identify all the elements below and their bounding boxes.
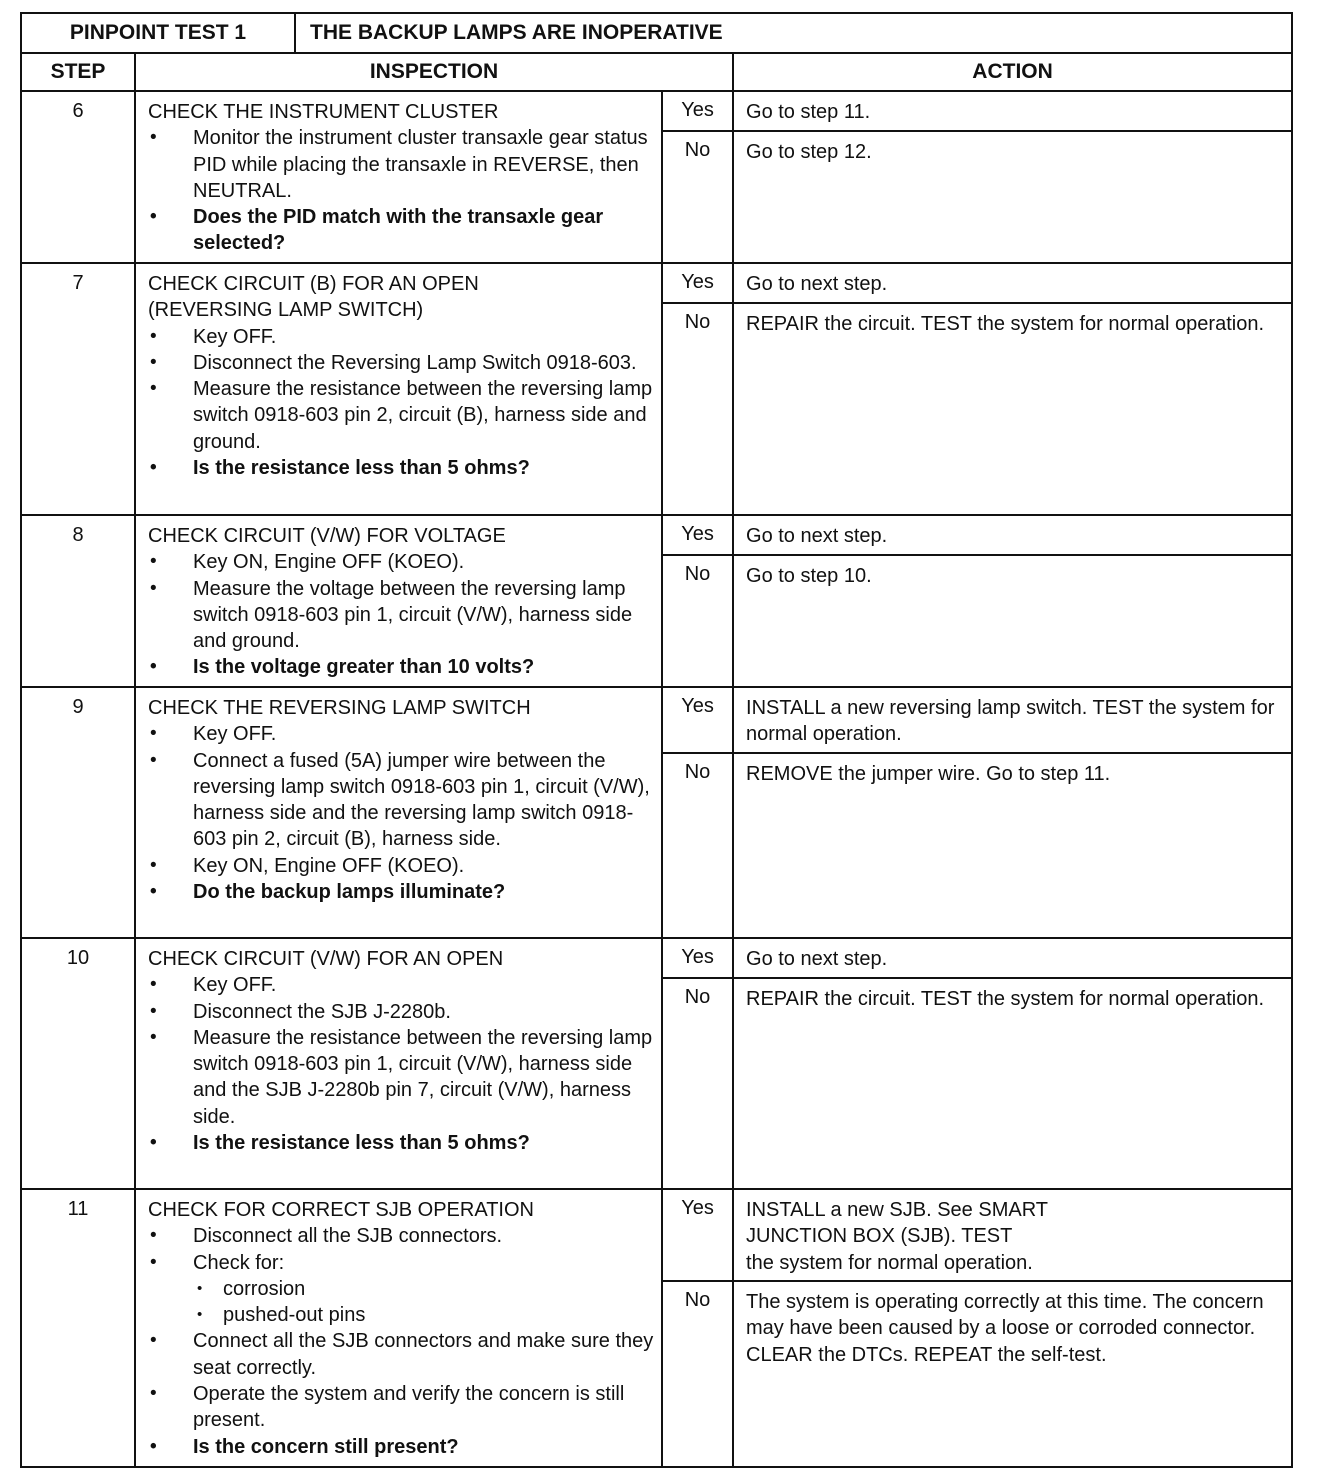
no-action: REPAIR the circuit. TEST the system for normal operation. [746,313,1264,335]
yes-label: Yes [663,92,732,132]
no-label: No [684,761,711,783]
inspection-bullets [148,972,655,1156]
yes-label: Yes [663,688,732,754]
inspection-cell [135,91,662,263]
no-label: No [684,563,711,585]
bullet-item: • Measure the resistance between the reversing lamp switch 0918-603 pin 2, circuit (B), harness side and ground. [148,376,655,455]
question-item: • Do the backup lamps illuminate? [148,879,655,905]
no-label: No [684,311,711,333]
action-cell [733,263,1292,515]
header-step: STEP [21,53,135,91]
no-label: No [684,986,711,1008]
yes-no-cell [662,1189,733,1467]
step-row [21,515,1292,687]
no-label: No [684,139,711,161]
inspection-cell [135,515,662,687]
yes-no-cell [662,938,733,1189]
step-heading: CHECK FOR CORRECT SJB OPERATION [148,1199,534,1221]
yes-no-cell [662,515,733,687]
bullet-text: Check for: [193,1251,285,1274]
inspection-bullets [148,324,655,482]
inspection-bullets [148,549,655,680]
bullet-item [148,1250,655,1329]
header-inspection: INSPECTION [135,53,733,91]
bullet-item: • Key OFF. [148,324,655,350]
inspection-cell [135,687,662,938]
yes-action-line: JUNCTION BOX (SJB). TEST [746,1225,1013,1248]
no-action: The system is operating correctly at this time. The concern may have been caused by a loose or corroded connector. CLEAR the DTCs. REPEAT the self-test. [746,1291,1264,1366]
question-item: • Is the resistance less than 5 ohms? [148,455,655,481]
question-item: • Is the concern still present? [148,1434,655,1460]
bullet-item: • Measure the voltage between the reversing lamp switch 0918-603 pin 1, circuit (V/W), harness side and ground. [148,576,655,655]
question-item: • Does the PID match with the transaxle gear selected? [148,204,655,257]
yes-label: Yes [663,516,732,556]
no-label: No [684,1289,711,1311]
pinpoint-test-table [20,12,1293,1468]
inspection-bullets [148,721,655,905]
sub-bullets [193,1276,655,1329]
no-action: REPAIR the circuit. TEST the system for normal operation. [746,988,1264,1010]
step-number: 9 [21,687,135,938]
sub-bullet-item: • pushed-out pins [193,1302,655,1328]
step-number: 8 [21,515,135,687]
bullet-item: • Measure the resistance between the reversing lamp switch 0918-603 pin 1, circuit (V/W), harness side and the SJB J-2280b pin 7, circuit (V/W), harness side. [148,1025,655,1130]
bullet-item: • Key ON, Engine OFF (KOEO). [148,549,655,575]
step-number: 11 [21,1189,135,1467]
sub-bullet-item: • corrosion [193,1276,655,1302]
test-id: PINPOINT TEST 1 [21,13,295,53]
inspection-bullets [148,1223,655,1460]
step-heading: CHECK CIRCUIT (V/W) FOR AN OPEN [148,948,504,970]
yes-label: Yes [663,939,732,979]
no-action: Go to step 12. [746,141,872,163]
yes-no-cell [662,687,733,938]
no-action: REMOVE the jumper wire. Go to step 11. [746,763,1111,785]
bullet-item: • Key OFF. [148,972,655,998]
header-row [21,53,1292,91]
question-item: • Is the resistance less than 5 ohms? [148,1130,655,1156]
bullet-item: • Operate the system and verify the concern is still present. [148,1381,655,1434]
bullet-item: • Connect a fused (5A) jumper wire between the reversing lamp switch 0918-603 pin 1, circuit (V/W), harness side and the reversing lamp switch 0918-603 pin 2, circuit (B), harness side. [148,748,655,853]
step-number: 7 [21,263,135,515]
yes-action: Go to next step. [734,264,1291,304]
bullet-item: • Connect all the SJB connectors and make sure they seat correctly. [148,1328,655,1381]
yes-action: INSTALL a new reversing lamp switch. TEST the system for normal operation. [734,688,1291,754]
step-heading: CHECK THE REVERSING LAMP SWITCH [148,697,531,719]
yes-action: Go to step 11. [734,92,1291,132]
yes-action-line: the system for normal operation. [746,1251,1033,1274]
yes-label: Yes [663,264,732,304]
step-row [21,91,1292,263]
bullet-item: • Disconnect the SJB J-2280b. [148,999,655,1025]
action-cell [733,687,1292,938]
title-row [21,13,1292,53]
step-row [21,1189,1292,1467]
step-heading: CHECK CIRCUIT (V/W) FOR VOLTAGE [148,525,506,547]
inspection-bullets [148,125,655,256]
step-heading: CHECK CIRCUIT (B) FOR AN OPEN (REVERSING LAMP SWITCH) [148,273,479,322]
inspection-cell [135,263,662,515]
yes-action [734,1190,1291,1282]
action-cell [733,938,1292,1189]
no-action: Go to step 10. [746,565,872,587]
question-item: • Is the voltage greater than 10 volts? [148,654,655,680]
step-number: 10 [21,938,135,1189]
bullet-item: • Key OFF. [148,721,655,747]
step-heading: CHECK THE INSTRUMENT CLUSTER [148,101,499,123]
action-cell [733,1189,1292,1467]
bullet-item: • Disconnect the Reversing Lamp Switch 0918-603. [148,350,655,376]
yes-no-cell [662,263,733,515]
yes-label: Yes [663,1190,732,1282]
step-number: 6 [21,91,135,263]
bullet-item: • Monitor the instrument cluster transaxle gear status PID while placing the transaxle in REVERSE, then NEUTRAL. [148,125,655,204]
pinpoint-test-sheet [20,12,1291,1468]
inspection-cell [135,1189,662,1467]
yes-action-line: INSTALL a new SJB. See SMART [746,1199,1048,1221]
test-name: THE BACKUP LAMPS ARE INOPERATIVE [295,13,1292,53]
inspection-cell [135,938,662,1189]
bullet-item: • Disconnect all the SJB connectors. [148,1223,655,1249]
bullet-item: • Key ON, Engine OFF (KOEO). [148,853,655,879]
step-row [21,938,1292,1189]
step-row [21,263,1292,515]
step-row [21,687,1292,938]
action-cell [733,515,1292,687]
action-cell [733,91,1292,263]
yes-action: Go to next step. [734,516,1291,556]
yes-no-cell [662,91,733,263]
yes-action: Go to next step. [734,939,1291,979]
header-action: ACTION [733,53,1292,91]
